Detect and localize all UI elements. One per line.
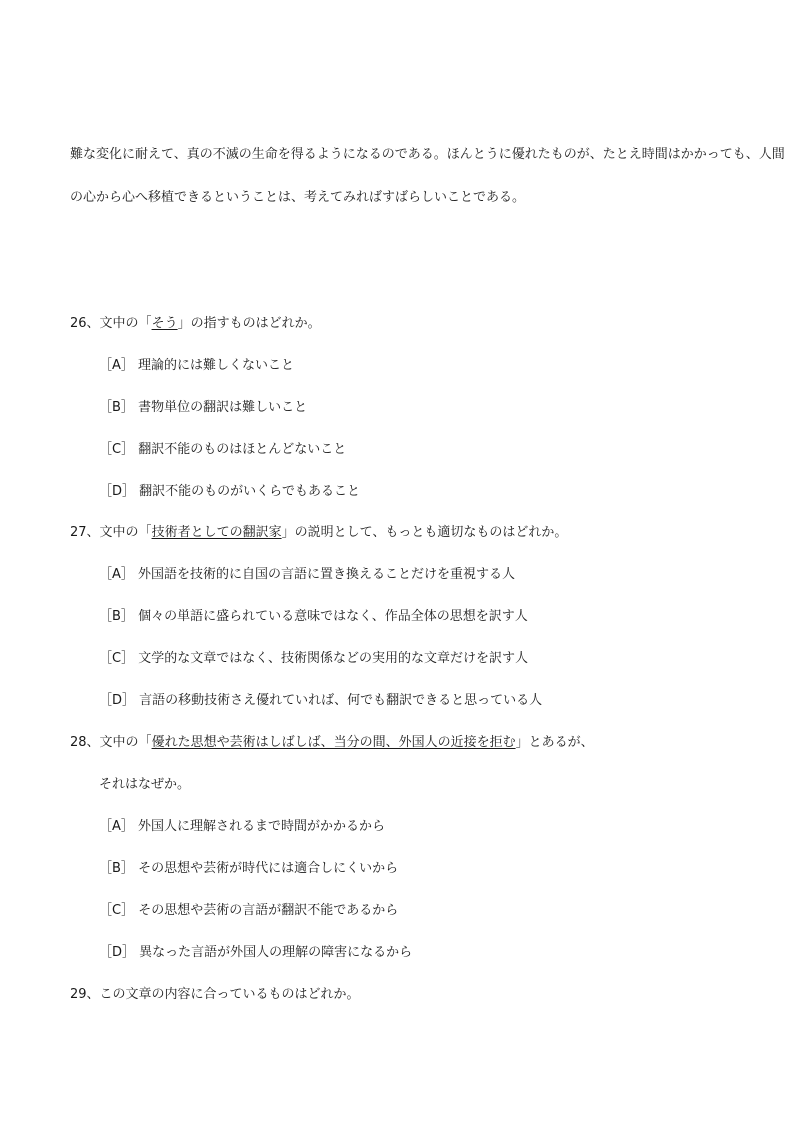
option-27-c[interactable] [99, 650, 528, 668]
question-prefix: この文章の内容に合っているものはどれか。 [99, 987, 360, 1002]
option-label: ［C］ [99, 651, 135, 666]
option-text: 文学的な文章ではなく、技術関係などの実用的な文章だけを訳す人 [138, 651, 528, 666]
passage-line: の心から心へ移植できるということは、考えてみればすばらしいことである。 [70, 190, 526, 205]
option-28-b[interactable] [99, 860, 398, 878]
option-text: 書物単位の翻訳は難しいこと [138, 400, 308, 415]
option-label: ［D］ [99, 945, 136, 960]
question-27 [70, 524, 567, 542]
option-label: ［A］ [99, 358, 134, 373]
option-26-b[interactable] [99, 399, 307, 417]
option-text: 個々の単語に盛られている意味ではなく、作品全体の思想を訳す人 [138, 609, 528, 624]
question-prefix: 文中の「 [99, 525, 152, 540]
option-label: ［D］ [99, 484, 136, 499]
option-28-c[interactable] [99, 902, 398, 920]
passage-line: 難な変化に耐えて、真の不滅の生命を得るようになるのである。ほんとうに優れたものが、たとえ時間はかかっても、人間 [70, 147, 785, 162]
option-text: 翻訳不能のものがいくらでもあること [139, 484, 361, 499]
option-27-b[interactable] [99, 608, 528, 626]
option-label: ［B］ [99, 400, 134, 415]
question-26 [70, 315, 321, 333]
question-number: 27、 [70, 525, 100, 540]
question-prefix: 文中の「 [99, 735, 152, 750]
option-label: ［D］ [99, 693, 136, 708]
option-26-c[interactable] [99, 441, 346, 459]
option-27-d[interactable] [99, 692, 542, 710]
option-text: その思想や芸術が時代には適合しにくいから [138, 861, 399, 876]
question-quote: 優れた思想や芸術はしばしば、当分の間、外国人の近接を拒む [151, 735, 516, 750]
question-number: 26、 [70, 316, 100, 331]
question-suffix: 」とあるが、 [515, 735, 594, 750]
option-label: ［A］ [99, 567, 134, 582]
question-number: 28、 [70, 735, 100, 750]
question-prefix: 文中の「 [99, 316, 152, 331]
option-text: 翻訳不能のものはほとんどないこと [138, 442, 347, 457]
question-number: 29、 [70, 987, 100, 1002]
option-text: 外国語を技術的に自国の言語に置き換えることだけを重視する人 [138, 567, 516, 582]
option-text: 外国人に理解されるまで時間がかかるから [138, 819, 386, 834]
option-28-d[interactable] [99, 944, 412, 962]
option-26-d[interactable] [99, 483, 360, 501]
option-text: 理論的には難しくないこと [138, 358, 295, 373]
option-28-a[interactable] [99, 818, 385, 836]
option-text: 言語の移動技術さえ優れていれば、何でも翻訳できると思っている人 [139, 693, 543, 708]
option-label: ［A］ [99, 819, 134, 834]
option-label: ［C］ [99, 903, 135, 918]
question-28-continuation: それはなぜか。 [99, 777, 191, 792]
option-27-a[interactable] [99, 566, 515, 584]
question-suffix: 」の指すものはどれか。 [177, 316, 321, 331]
option-label: ［C］ [99, 442, 135, 457]
question-28 [70, 734, 594, 752]
option-label: ［B］ [99, 609, 134, 624]
question-29 [70, 986, 360, 1004]
question-suffix: 」の説明として、もっとも適切なものはどれか。 [281, 525, 568, 540]
option-26-a[interactable] [99, 357, 294, 375]
question-quote: そう [151, 316, 178, 331]
option-text: 異なった言語が外国人の理解の障害になるから [139, 945, 413, 960]
question-quote: 技術者としての翻訳家 [151, 525, 282, 540]
option-label: ［B］ [99, 861, 134, 876]
option-text: その思想や芸術の言語が翻訳不能であるから [138, 903, 399, 918]
